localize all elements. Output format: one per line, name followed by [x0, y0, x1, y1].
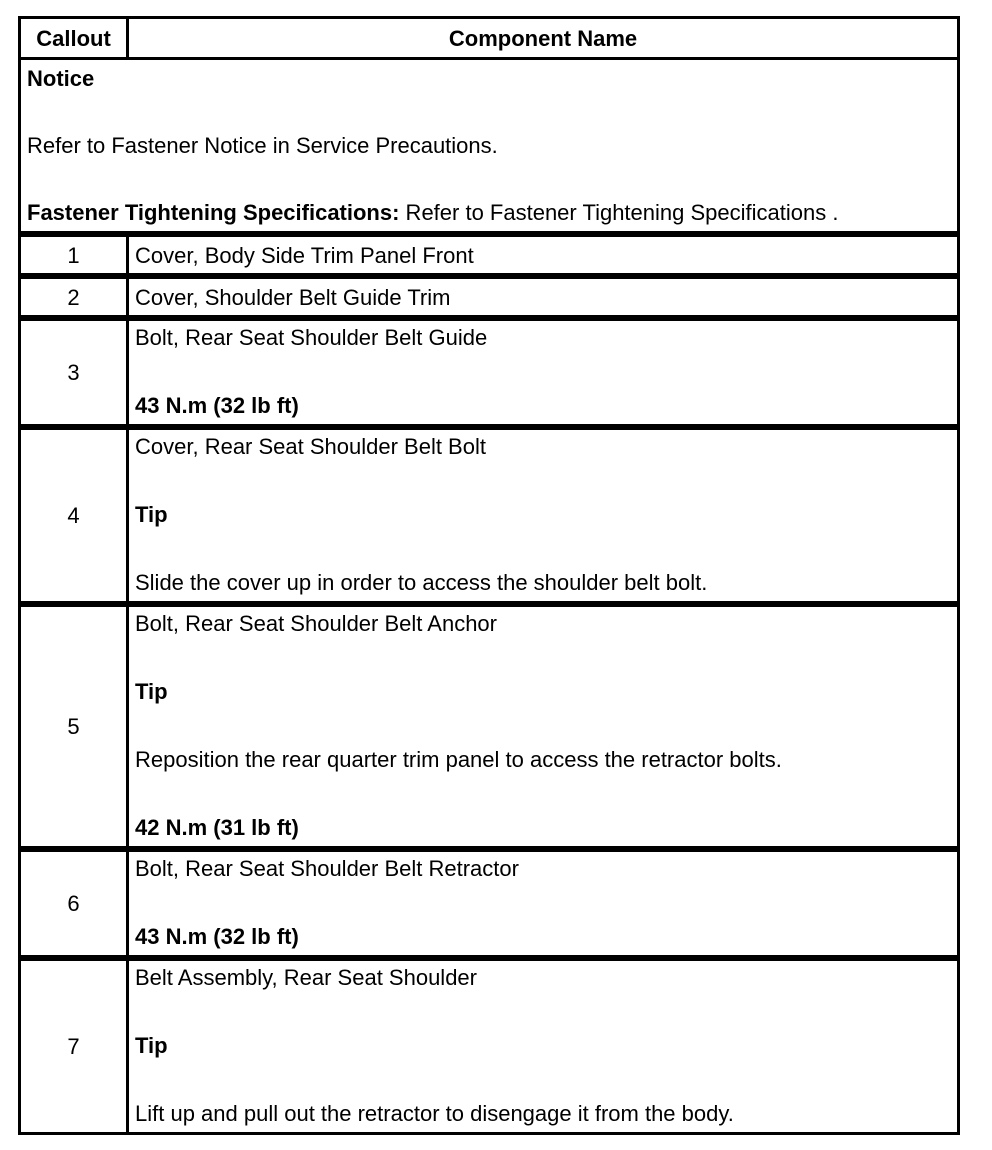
- table-header-row: [20, 18, 959, 59]
- fastener-spec-line: [27, 200, 951, 225]
- component-name: Bolt, Rear Seat Shoulder Belt Guide: [135, 325, 488, 350]
- table-row: [20, 851, 959, 957]
- callout-cell: 4: [20, 429, 128, 603]
- component-table-sheet: [18, 16, 957, 1135]
- torque-spec: 43 N.m (32 lb ft): [135, 924, 299, 949]
- callout-cell: 2: [20, 278, 128, 317]
- notice-cell: [20, 59, 959, 233]
- component-name-cell: [128, 320, 959, 426]
- tip-text: Reposition the rear quarter trim panel to access the retractor bolts.: [135, 747, 782, 772]
- component-table: [18, 16, 960, 1135]
- tip-label: Tip: [135, 1033, 168, 1058]
- component-name-cell: [128, 960, 959, 1134]
- callout-cell: 6: [20, 851, 128, 957]
- component-name: Cover, Shoulder Belt Guide Trim: [135, 284, 451, 310]
- table-row: [20, 606, 959, 848]
- header-component-name: Component Name: [128, 18, 959, 59]
- notice-text: Refer to Fastener Notice in Service Precautions.: [27, 133, 498, 158]
- component-name: Bolt, Rear Seat Shoulder Belt Anchor: [135, 611, 497, 636]
- torque-spec: 43 N.m (32 lb ft): [135, 393, 299, 418]
- fastener-spec-label: Fastener Tightening Specifications:: [27, 200, 400, 225]
- component-name: Cover, Body Side Trim Panel Front: [135, 242, 474, 268]
- table-row: [20, 278, 959, 317]
- notice-row: [20, 59, 959, 233]
- component-name-cell: [128, 236, 959, 275]
- tip-label: Tip: [135, 679, 168, 704]
- component-name-cell: [128, 429, 959, 603]
- component-name: Bolt, Rear Seat Shoulder Belt Retractor: [135, 856, 519, 881]
- component-name: Belt Assembly, Rear Seat Shoulder: [135, 965, 477, 990]
- tip-text: Slide the cover up in order to access the shoulder belt bolt.: [135, 570, 708, 595]
- tip-label: Tip: [135, 502, 168, 527]
- callout-cell: 1: [20, 236, 128, 275]
- torque-spec: 42 N.m (31 lb ft): [135, 815, 299, 840]
- component-name: Cover, Rear Seat Shoulder Belt Bolt: [135, 434, 486, 459]
- component-name-cell: [128, 851, 959, 957]
- table-row: [20, 960, 959, 1134]
- tip-text: Lift up and pull out the retractor to disengage it from the body.: [135, 1101, 734, 1126]
- component-name-cell: [128, 278, 959, 317]
- notice-title: Notice: [27, 66, 95, 91]
- callout-cell: 5: [20, 606, 128, 848]
- table-row: [20, 429, 959, 603]
- callout-cell: 7: [20, 960, 128, 1134]
- callout-cell: 3: [20, 320, 128, 426]
- table-row: [20, 320, 959, 426]
- header-callout: Callout: [20, 18, 128, 59]
- component-name-cell: [128, 606, 959, 848]
- fastener-spec-text: Refer to Fastener Tightening Specifications .: [399, 200, 839, 225]
- table-row: [20, 236, 959, 275]
